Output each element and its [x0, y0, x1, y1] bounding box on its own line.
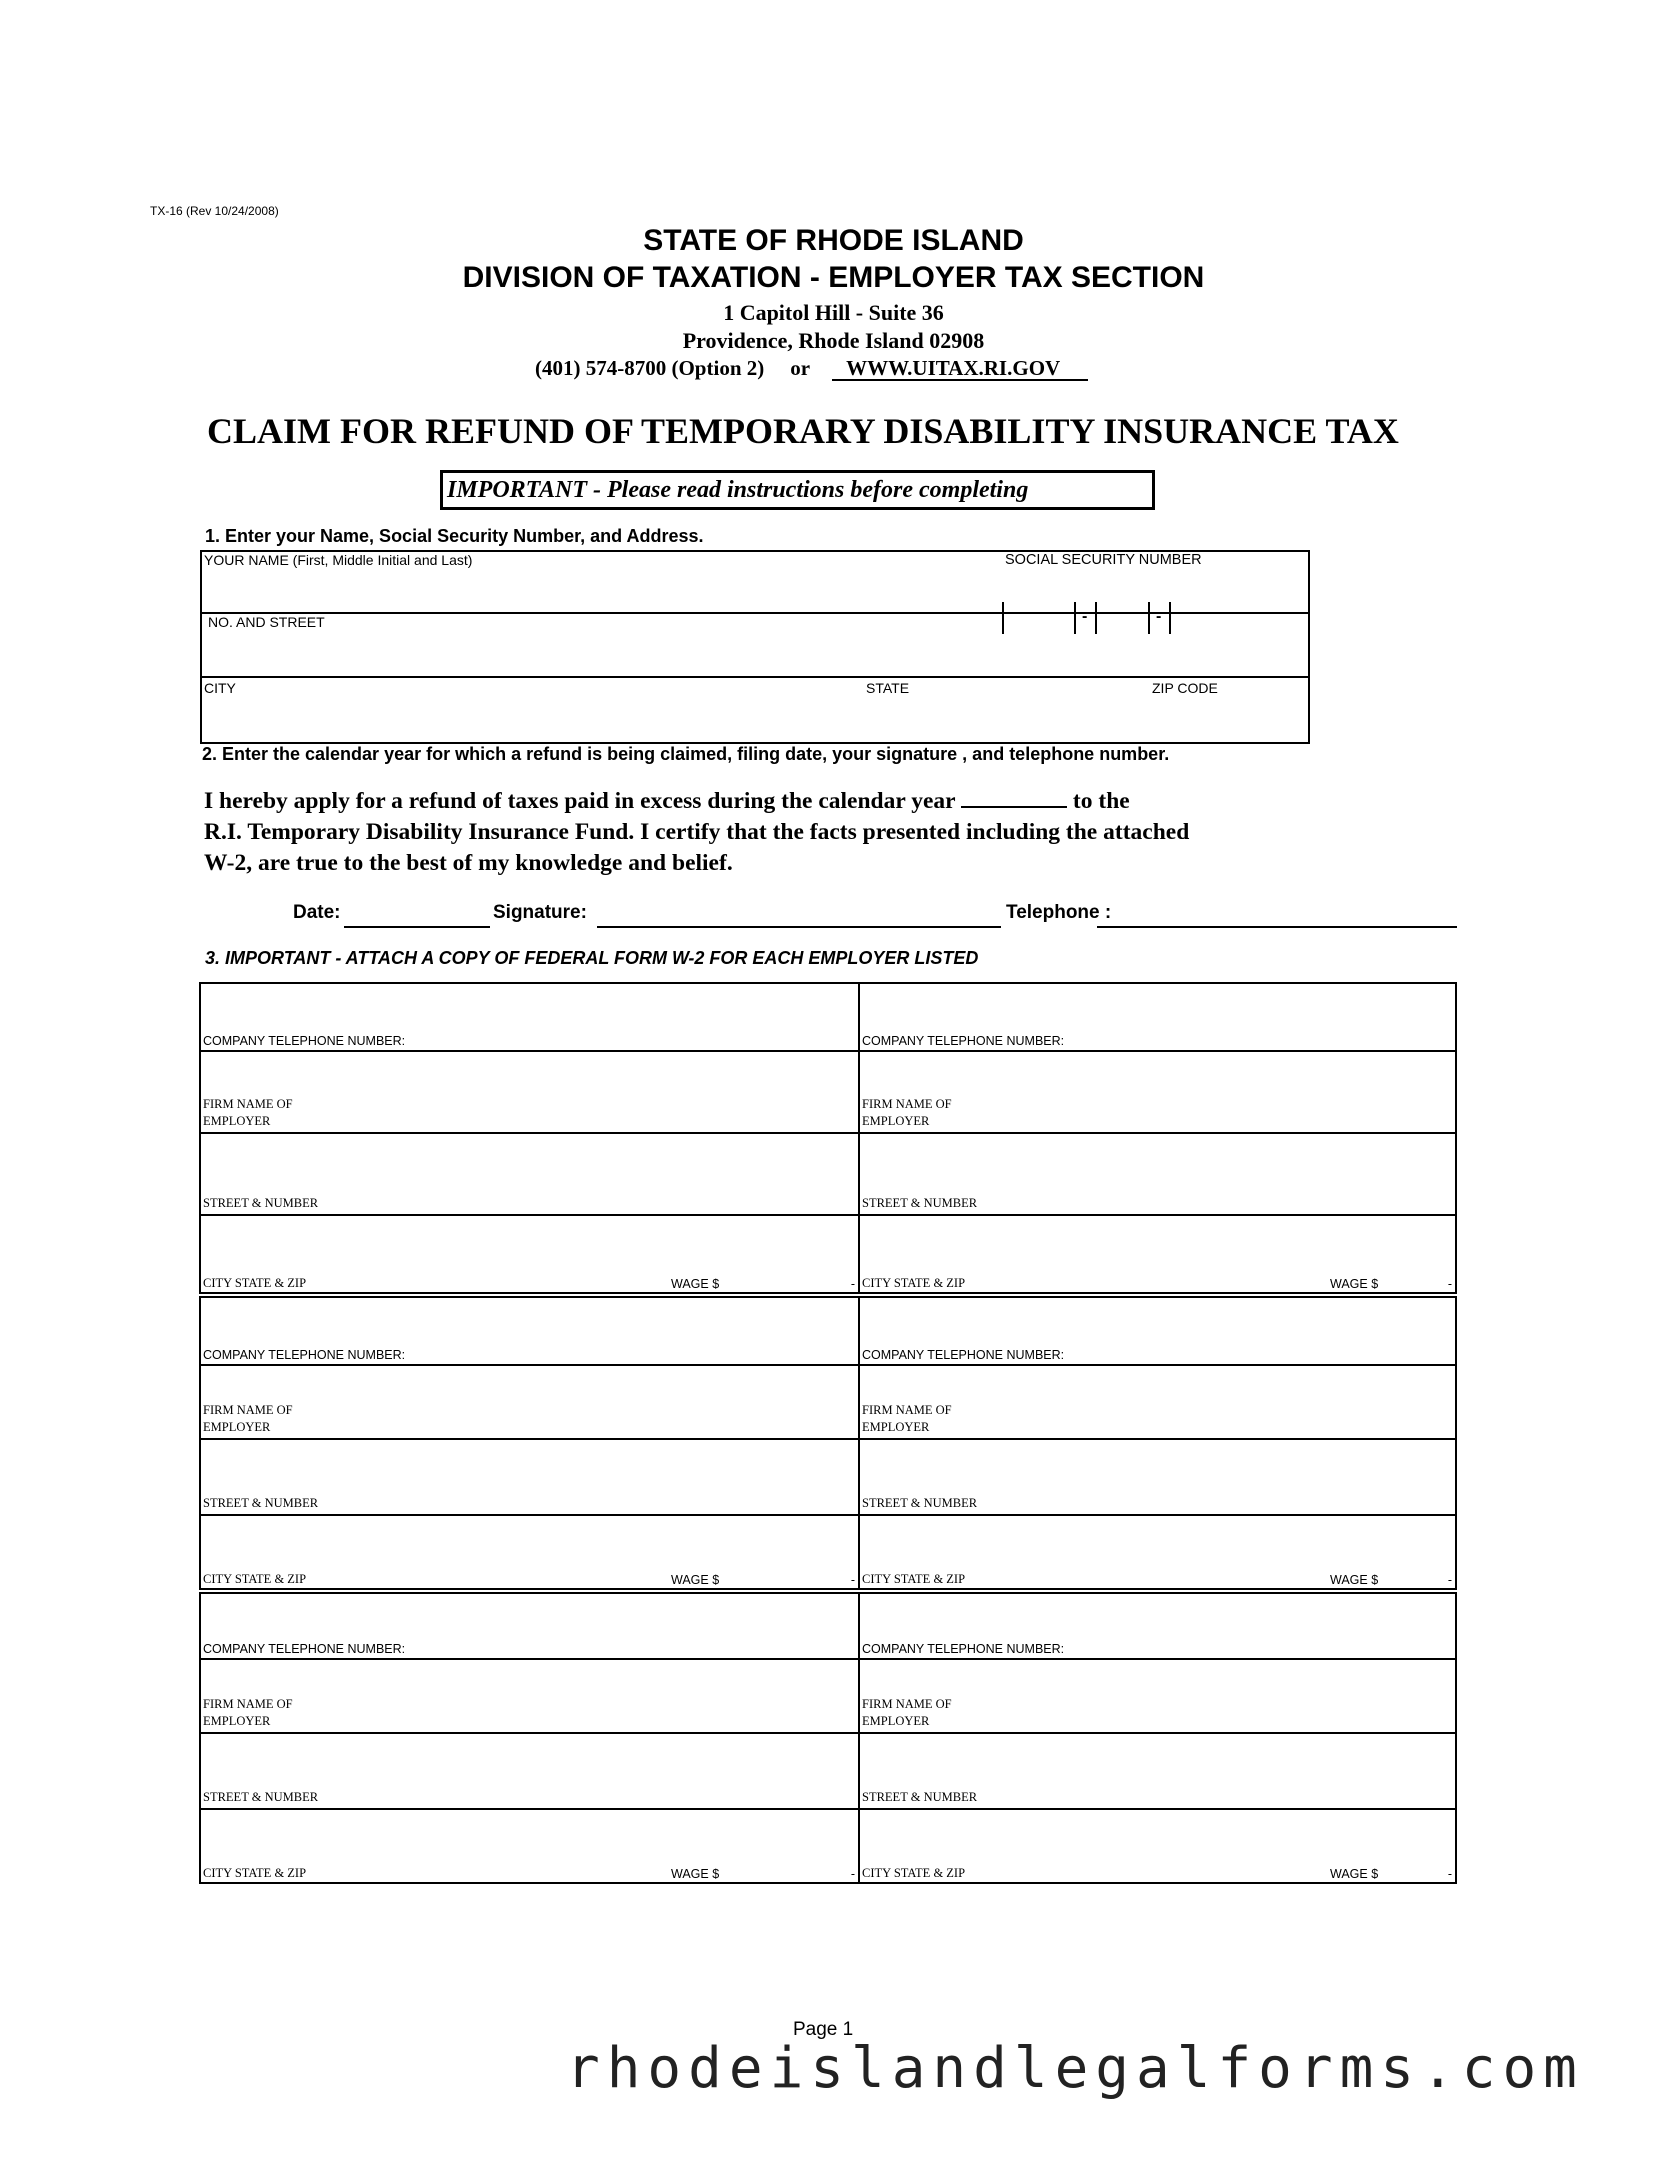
important-note: IMPORTANT - Please read instructions before completing	[440, 470, 1155, 510]
cert-text: W-2, are true to the best of my knowledge and belief.	[204, 850, 733, 876]
wage-label: WAGE $	[1330, 1573, 1379, 1587]
street-number-row[interactable]	[860, 1734, 1455, 1810]
date-field[interactable]	[344, 926, 490, 928]
company-telephone-label: COMPANY TELEPHONE NUMBER:	[203, 1034, 406, 1048]
cert-text: I hereby apply for a refund of taxes paid in excess during the calendar year	[204, 788, 956, 814]
employer-block	[858, 982, 1457, 1294]
applicant-info-box	[200, 550, 1310, 744]
wage-value[interactable]: -	[1447, 1573, 1452, 1587]
city-input[interactable]	[202, 698, 852, 740]
employer-block	[858, 1296, 1457, 1590]
ssn-dash: -	[1082, 608, 1088, 625]
state-input[interactable]	[862, 698, 1142, 740]
certification-statement	[204, 786, 1189, 879]
company-telephone-row[interactable]	[201, 1298, 858, 1366]
agency-state: STATE OF RHODE ISLAND	[643, 224, 1024, 257]
city-state-zip-label: CITY STATE & ZIP	[203, 1276, 307, 1290]
cert-text: R.I. Temporary Disability Insurance Fund. I certify that the facts presented including the attached	[204, 819, 1190, 845]
wage-label: WAGE $	[671, 1867, 720, 1881]
zip-input[interactable]	[1147, 698, 1302, 740]
street-number-row[interactable]	[201, 1440, 858, 1516]
city-state-zip-row[interactable]	[201, 1216, 858, 1294]
wage-label: WAGE $	[671, 1573, 720, 1587]
page-number: Page 1	[793, 2019, 854, 2040]
company-telephone-label: COMPANY TELEPHONE NUMBER:	[862, 1642, 1065, 1656]
firm-name-label: FIRM NAME OF EMPLOYER	[862, 1097, 952, 1128]
ssn-label: SOCIAL SECURITY NUMBER	[1005, 552, 1202, 568]
agency-address-line1: 1 Capitol Hill - Suite 36	[723, 300, 944, 325]
section2-heading: 2. Enter the calendar year for which a refund is being claimed, filing date, your signature , and telephone number.	[202, 744, 1170, 764]
telephone-label: Telephone :	[1006, 902, 1112, 923]
city-state-zip-label: CITY STATE & ZIP	[203, 1572, 307, 1586]
ssn-divider	[1095, 602, 1097, 634]
wage-value[interactable]: -	[850, 1573, 855, 1587]
date-label: Date:	[293, 902, 341, 923]
cert-text: to the	[1072, 788, 1130, 814]
city-state-zip-label: CITY STATE & ZIP	[862, 1866, 966, 1880]
wage-value[interactable]: -	[1447, 1277, 1452, 1291]
wage-value[interactable]: -	[1447, 1867, 1452, 1881]
wage-value[interactable]: -	[850, 1867, 855, 1881]
wage-value[interactable]: -	[850, 1277, 855, 1291]
street-number-label: STREET & NUMBER	[862, 1196, 978, 1210]
street-number-label: STREET & NUMBER	[203, 1196, 319, 1210]
agency-division: DIVISION OF TAXATION - EMPLOYER TAX SECTION	[462, 261, 1205, 294]
agency-contact	[535, 356, 1088, 381]
employer-block	[199, 1296, 860, 1590]
firm-name-label: FIRM NAME OF EMPLOYER	[862, 1697, 952, 1728]
state-label: STATE	[866, 680, 910, 696]
city-state-zip-label: CITY STATE & ZIP	[862, 1572, 966, 1586]
company-telephone-row[interactable]	[201, 984, 858, 1052]
street-number-label: STREET & NUMBER	[862, 1790, 978, 1804]
street-number-label: STREET & NUMBER	[203, 1496, 319, 1510]
company-telephone-label: COMPANY TELEPHONE NUMBER:	[862, 1034, 1065, 1048]
name-label: YOUR NAME (First, Middle Initial and Last)	[204, 552, 473, 568]
city-state-zip-row[interactable]	[860, 1516, 1455, 1590]
agency-website-link[interactable]: WWW.UITAX.RI.GOV	[832, 357, 1088, 381]
wage-label: WAGE $	[1330, 1277, 1379, 1291]
street-number-label: STREET & NUMBER	[203, 1790, 319, 1804]
section1-heading: 1. Enter your Name, Social Security Number, and Address.	[205, 526, 704, 546]
firm-name-row[interactable]	[860, 1052, 1455, 1134]
ssn-input[interactable]	[1002, 576, 1172, 625]
employer-grid	[199, 982, 1457, 1881]
city-state-zip-label: CITY STATE & ZIP	[862, 1276, 966, 1290]
form-code: TX-16 (Rev 10/24/2008)	[150, 204, 279, 218]
firm-name-label: FIRM NAME OF EMPLOYER	[203, 1697, 293, 1728]
contact-or: or	[790, 356, 811, 380]
divider	[202, 612, 1308, 614]
ssn-dash: -	[1156, 608, 1162, 625]
ssn-divider	[1148, 602, 1150, 634]
section3-heading: 3. IMPORTANT - ATTACH A COPY OF FEDERAL FORM W-2 FOR EACH EMPLOYER LISTED	[205, 948, 979, 968]
name-input[interactable]	[202, 570, 992, 610]
firm-name-row[interactable]	[201, 1660, 858, 1734]
firm-name-row[interactable]	[860, 1660, 1455, 1734]
city-state-zip-row[interactable]	[201, 1810, 858, 1884]
ssn-divider	[1002, 602, 1004, 634]
form-title: CLAIM FOR REFUND OF TEMPORARY DISABILITY INSURANCE TAX	[207, 411, 1399, 451]
city-state-zip-row[interactable]	[860, 1810, 1455, 1884]
company-telephone-label: COMPANY TELEPHONE NUMBER:	[203, 1642, 406, 1656]
calendar-year-field[interactable]	[961, 788, 1067, 808]
street-input[interactable]	[202, 632, 1302, 676]
wage-label: WAGE $	[1330, 1867, 1379, 1881]
company-telephone-row[interactable]	[860, 1594, 1455, 1660]
ssn-divider	[1169, 602, 1171, 634]
firm-name-label: FIRM NAME OF EMPLOYER	[862, 1403, 952, 1434]
firm-name-label: FIRM NAME OF EMPLOYER	[203, 1403, 293, 1434]
city-label: CITY	[204, 680, 236, 696]
street-number-row[interactable]	[860, 1134, 1455, 1216]
signature-field[interactable]	[597, 926, 1001, 928]
employer-block	[858, 1592, 1457, 1884]
firm-name-row[interactable]	[201, 1052, 858, 1134]
street-number-row[interactable]	[201, 1734, 858, 1810]
ssn-divider	[1074, 602, 1076, 634]
firm-name-row[interactable]	[860, 1366, 1455, 1440]
wage-label: WAGE $	[671, 1277, 720, 1291]
signature-label: Signature:	[493, 902, 587, 923]
watermark: rhodeislandlegalforms.com	[566, 2036, 1584, 2101]
agency-address-line2: Providence, Rhode Island 02908	[682, 328, 985, 353]
company-telephone-row[interactable]	[201, 1594, 858, 1660]
company-telephone-row[interactable]	[860, 1298, 1455, 1366]
firm-name-label: FIRM NAME OF EMPLOYER	[203, 1097, 293, 1128]
zip-label: ZIP CODE	[1152, 680, 1218, 696]
city-state-zip-row[interactable]	[860, 1216, 1455, 1294]
employer-block	[199, 982, 860, 1294]
street-number-label: STREET & NUMBER	[862, 1496, 978, 1510]
city-state-zip-label: CITY STATE & ZIP	[203, 1866, 307, 1880]
company-telephone-label: COMPANY TELEPHONE NUMBER:	[862, 1348, 1065, 1362]
street-number-row[interactable]	[201, 1134, 858, 1216]
agency-phone: (401) 574-8700 (Option 2)	[535, 356, 765, 380]
divider	[202, 676, 1308, 678]
telephone-field[interactable]	[1097, 926, 1457, 928]
company-telephone-row[interactable]	[860, 984, 1455, 1052]
street-label: NO. AND STREET	[208, 614, 325, 630]
street-number-row[interactable]	[860, 1440, 1455, 1516]
employer-block	[199, 1592, 860, 1884]
company-telephone-label: COMPANY TELEPHONE NUMBER:	[203, 1348, 406, 1362]
city-state-zip-row[interactable]	[201, 1516, 858, 1590]
firm-name-row[interactable]	[201, 1366, 858, 1440]
